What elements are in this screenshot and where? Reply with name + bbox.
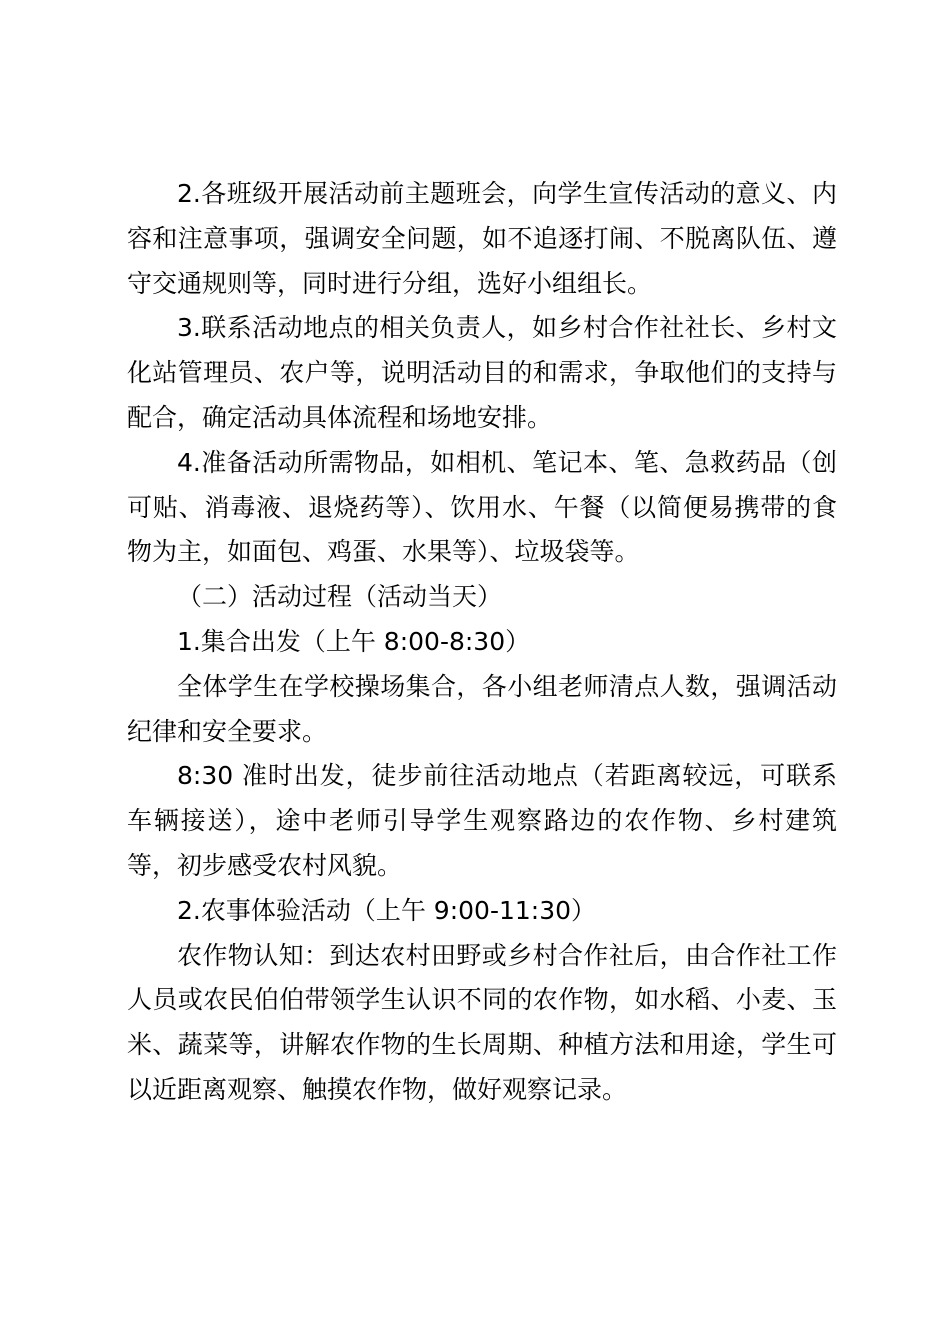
paragraph-prep-supplies: 4.准备活动所需物品，如相机、笔记本、笔、急救药品（创可贴、消毒液、退烧药等）、饮用水、午餐（以简便易携带的食物为主，如面包、鸡蛋、水果等）、垃圾袋等。 xyxy=(127,447,837,567)
paragraph-prep-class-meeting: 2.各班级开展活动前主题班会，向学生宣传活动的意义、内容和注意事项，强调安全问题，如不追逐打闹、不脱离队伍、遵守交通规则等，同时进行分组，选好小组组长。 xyxy=(127,179,837,298)
section-heading-activity-process: （二）活动过程（活动当天） xyxy=(177,582,503,612)
document-body xyxy=(127,172,837,1113)
paragraph-prep-contact: 3.联系活动地点的相关负责人，如乡村合作社社长、乡村文化站管理员、农户等，说明活动目的和需求，争取他们的支持与配合，确定活动具体流程和场地安排。 xyxy=(127,313,837,432)
paragraph-assemble: 全体学生在学校操场集合，各小组老师清点人数，强调活动纪律和安全要求。 xyxy=(127,671,837,746)
paragraph-depart: 8:30 准时出发，徒步前往活动地点（若距离较远，可联系车辆接送），途中老师引导学生观察路边的农作物、乡村建筑等，初步感受农村风貌。 xyxy=(127,761,837,880)
subheading-assemble-depart: 1.集合出发（上午 8:00-8:30） xyxy=(177,626,531,656)
paragraph-crop-recognition: 农作物认知：到达农村田野或乡村合作社后，由合作社工作人员或农民伯伯带领学生认识不同的农作物，如水稻、小麦、玉米、蔬菜等，讲解农作物的生长周期、种植方法和用途，学生可以近距离观察、触摸农作物，做好观察记录。 xyxy=(127,940,837,1104)
subheading-farming-experience: 2.农事体验活动（上午 9:00-11:30） xyxy=(177,895,597,925)
